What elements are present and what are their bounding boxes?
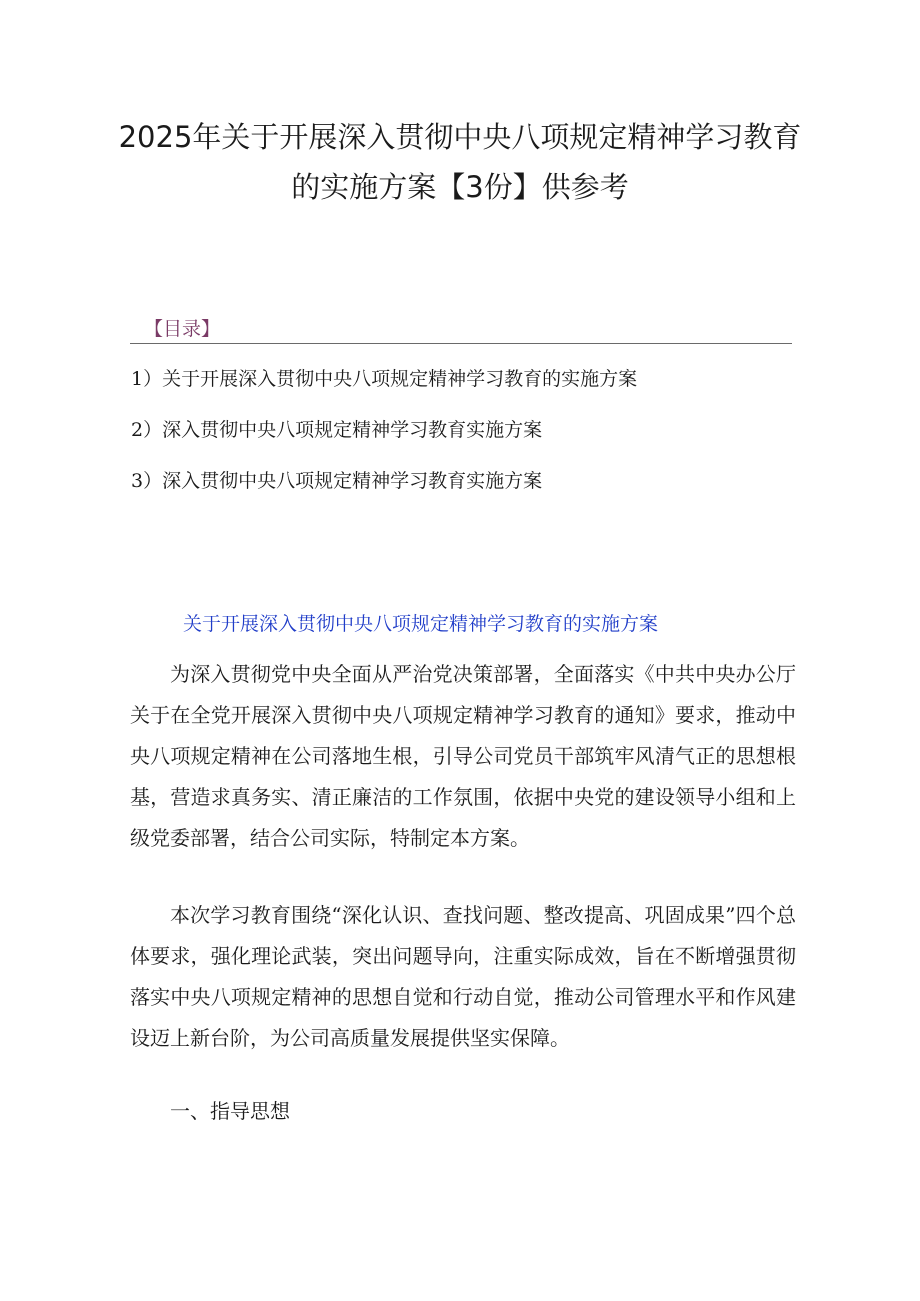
section-title: 关于开展深入贯彻中央八项规定精神学习教育的实施方案 xyxy=(183,613,659,635)
toc-item-1[interactable]: 1）关于开展深入贯彻中央八项规定精神学习教育的实施方案 xyxy=(131,368,638,390)
toc-list xyxy=(131,366,637,519)
body-paragraph-2: 本次学习教育围绕“深化认识、查找问题、整改提高、巩固成果”四个总体要求，强化理论武装，突出问题导向，注重实际成效，旨在不断增强贯彻落实中央八项规定精神的思想自觉和行动自觉，推动公司管理水平和作风建设迈上新台阶，为公司高质量发展提供坚实保障。 xyxy=(130,903,796,1050)
toc-item-2[interactable]: 2）深入贯彻中央八项规定精神学习教育实施方案 xyxy=(131,419,543,441)
document-title: 2025年关于开展深入贯彻中央八项规定精神学习教育的实施方案【3份】供参考 xyxy=(118,120,802,204)
body-paragraph-1: 为深入贯彻党中央全面从严治党决策部署，全面落实《中共中央办公厅关于在全党开展深入贯彻中央八项规定精神学习教育的通知》要求，推动中央八项规定精神在公司落地生根，引导公司党员干部筑牢风清气正的思想根基，营造求真务实、清正廉洁的工作氛围，依据中央党的建设领导小组和上级党委部署，结合公司实际，特制定本方案。 xyxy=(130,662,796,850)
toc-heading: 【目录】 xyxy=(144,318,221,340)
section-subheading: 一、指导思想 xyxy=(170,1099,290,1123)
toc-divider xyxy=(130,343,792,344)
toc-item-3[interactable]: 3）深入贯彻中央八项规定精神学习教育实施方案 xyxy=(131,470,543,492)
